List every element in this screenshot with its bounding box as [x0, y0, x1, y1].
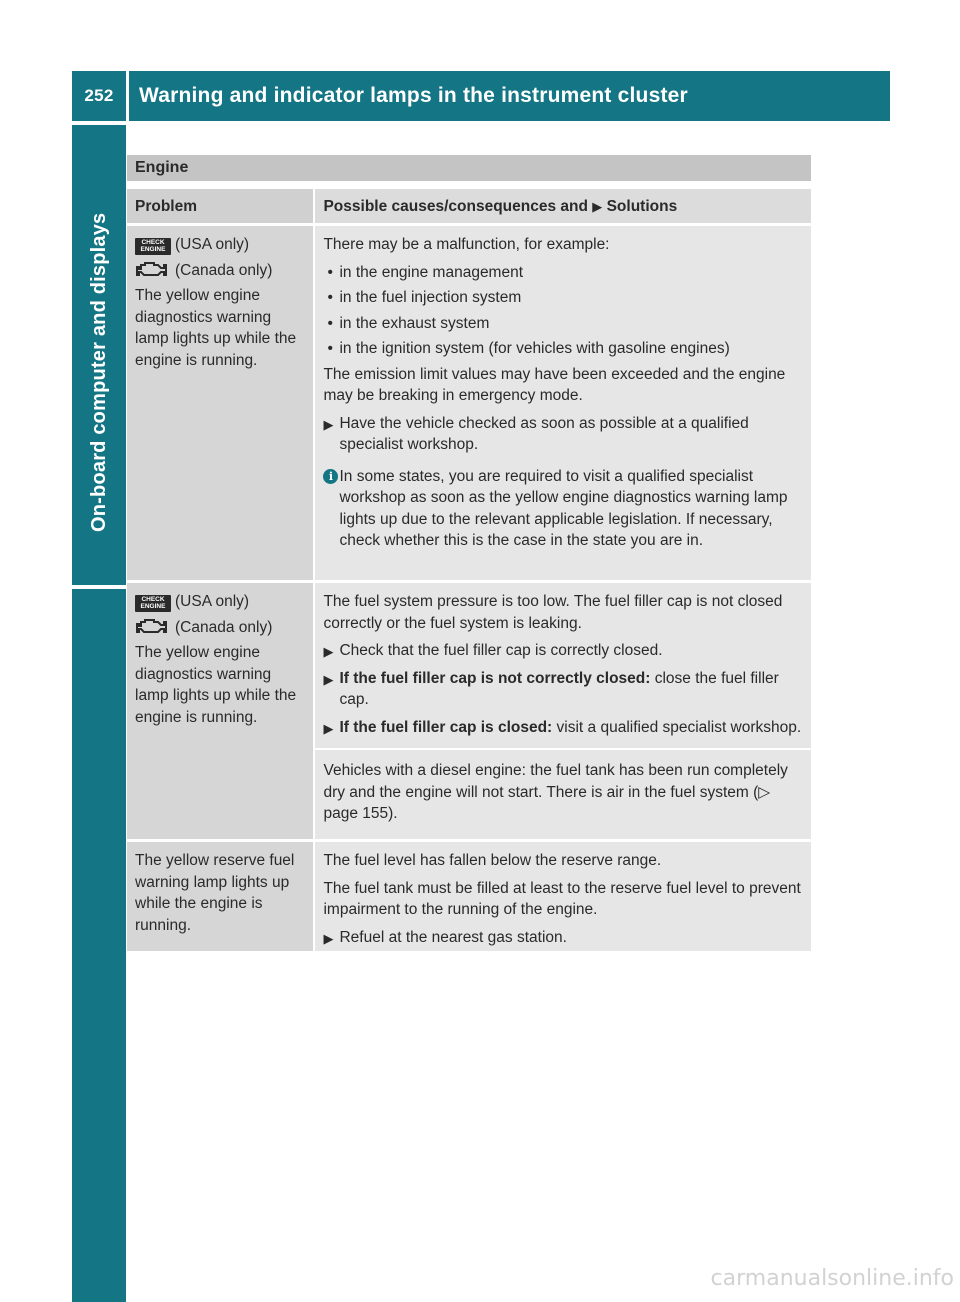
problem-cell: [127, 583, 313, 839]
problem-cell: [127, 226, 313, 580]
solution-intro: The fuel system pressure is too low. The fuel filler cap is not closed correctly or the fuel system is leaking.: [323, 593, 783, 632]
side-tab-label: On-board computer and displays: [88, 212, 110, 532]
solution-para: The fuel tank must be filled at least to the reserve fuel level to prevent impairment to the running of the engine.: [323, 879, 801, 918]
step-text: Refuel at the nearest gas station.: [339, 928, 567, 946]
table-row: [127, 583, 811, 842]
step-text: Have the vehicle checked as soon as possible at a qualified specialist workshop.: [339, 414, 749, 453]
diesel-text-end: ).: [388, 805, 398, 822]
solution-intro: There may be a malfunction, for example:: [323, 236, 610, 253]
usa-only: (USA only): [175, 236, 250, 253]
engine-icon: [135, 617, 171, 635]
solution-step: [323, 413, 805, 456]
header-solutions-suffix: Solutions: [606, 198, 678, 215]
step-text: close the fuel filler cap.: [339, 669, 779, 708]
divider: [315, 748, 811, 750]
check-engine-icon: CHECK ENGINE: [135, 238, 171, 255]
engine-icon: [135, 260, 171, 278]
header-solutions: [315, 189, 811, 223]
step-text: visit a qualified specialist workshop.: [552, 718, 802, 736]
diesel-text: Vehicles with a diesel engine: the fuel tank has been run completely dry and the engine will not start. There is air in the fuel system (: [323, 762, 788, 801]
check-engine-icon: CHECK ENGINE: [135, 595, 171, 612]
solution-step: [323, 668, 805, 711]
info-icon: i: [323, 469, 338, 484]
list-item: • in the engine management: [323, 262, 805, 284]
problem-text: The yellow engine diagnostics warning lamp lights up while the engine is running.: [135, 644, 297, 726]
step-condition: If the fuel filler cap is not correctly closed:: [339, 669, 651, 687]
solution-para: The emission limit values may have been exceeded and the engine may be breaking in emergency mode.: [323, 365, 786, 404]
step-arrow-icon: ▶: [323, 644, 334, 659]
canada-only: (Canada only): [175, 261, 273, 279]
table-row: [127, 226, 811, 583]
info-note: [323, 466, 805, 552]
solution-step: [323, 717, 805, 739]
list-item: • in the ignition system (for vehicles with gasoline engines): [323, 338, 805, 360]
page-ref-icon: ▷: [758, 783, 771, 801]
step-arrow-icon: ▶: [323, 416, 334, 432]
header-solutions-prefix: Possible causes/consequences and: [323, 198, 588, 215]
step-arrow-icon: ▶: [323, 720, 334, 736]
step-arrow-icon: ▶: [323, 671, 334, 687]
list-item: • in the fuel injection system: [323, 287, 805, 309]
diesel-note: [323, 760, 805, 825]
header-problem: Problem: [127, 189, 313, 223]
watermark: carmanualsonline.info: [710, 1266, 954, 1291]
solution-step: [323, 927, 805, 949]
page-number: 252: [72, 71, 126, 121]
list-item: • in the exhaust system: [323, 313, 805, 335]
page-header-title: Warning and indicator lamps in the instrument cluster: [129, 71, 890, 121]
info-text: In some states, you are required to visit a qualified specialist workshop as soon as the yellow engine diagnostics warning lamp lights up due to the relevant applicable legislation. If necessary, check whether this is the case in the state you are in.: [339, 467, 788, 549]
step-condition: If the fuel filler cap is closed:: [339, 718, 553, 736]
page-ref-link[interactable]: page 155: [323, 805, 389, 822]
problem-cell: The yellow reserve fuel warning lamp lights up while the engine is running.: [127, 842, 313, 951]
arrow-icon: ▶: [592, 199, 603, 214]
side-tab-lower: [72, 589, 126, 1302]
step-text: Check that the fuel filler cap is correctly closed.: [339, 642, 663, 659]
table-header-row: [127, 189, 811, 226]
solution-cell: [315, 842, 811, 951]
solution-step: [323, 640, 805, 662]
table-row: [127, 842, 811, 954]
problem-text: The yellow engine diagnostics warning lamp lights up while the engine is running.: [135, 287, 297, 369]
usa-only: (USA only): [175, 593, 250, 610]
engine-table: [127, 189, 811, 954]
section-title: Engine: [127, 155, 811, 181]
solution-cell: [315, 583, 811, 839]
step-arrow-icon: ▶: [323, 930, 334, 946]
canada-only: (Canada only): [175, 618, 273, 636]
solution-para: The fuel level has fallen below the reserve range.: [323, 852, 662, 869]
solution-cell: [315, 226, 811, 580]
